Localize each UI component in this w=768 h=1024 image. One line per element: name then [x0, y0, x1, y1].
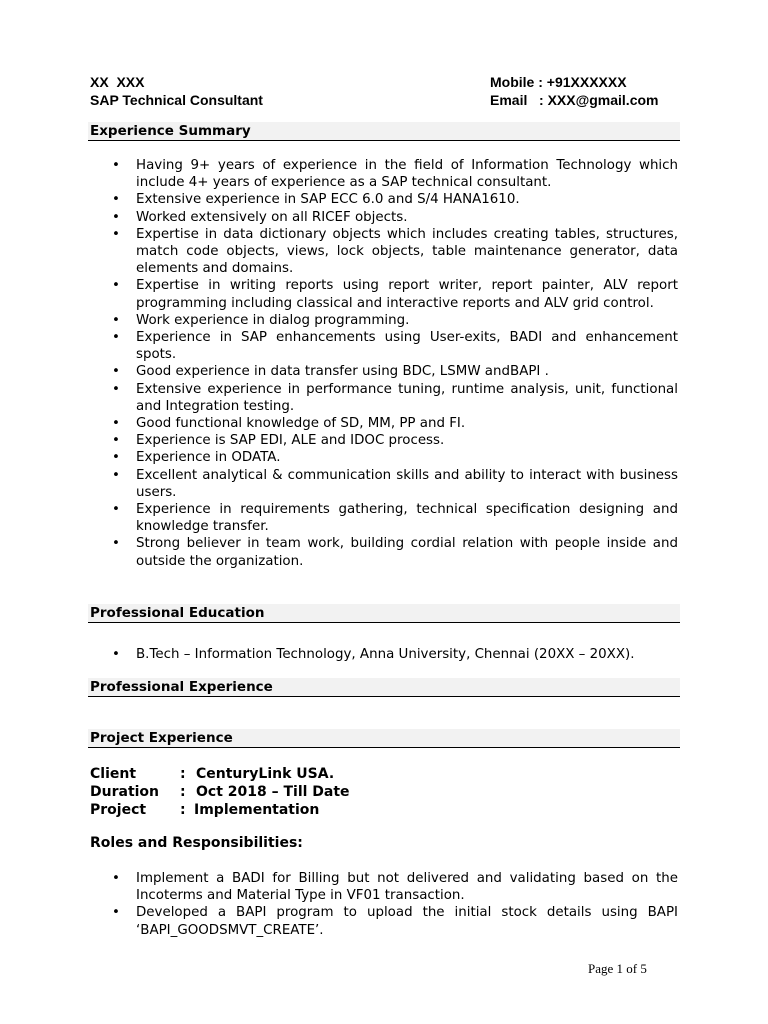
list-item: • Excellent analytical & communication skills and ability to interact with business users. — [108, 467, 678, 501]
list-item: • Expertise in writing reports using report writer, report painter, ALV report programming including classical and interactive reports and ALV grid control. — [108, 277, 678, 311]
list-item: • Experience is SAP EDI, ALE and IDOC process. — [108, 432, 678, 449]
list-item: • B.Tech – Information Technology, Anna University, Chennai (20XX – 20XX). — [108, 646, 678, 663]
duration-colon: : — [180, 784, 186, 800]
list-item: • Strong believer in team work, building cordial relation with people inside and outside the organization. — [108, 535, 678, 569]
section-title: Project Experience — [90, 730, 233, 746]
candidate-title: SAP Technical Consultant — [90, 92, 263, 108]
client-label: Client — [90, 766, 137, 782]
section-experience-summary — [88, 122, 680, 141]
list-item: • Work experience in dialog programming. — [108, 312, 678, 329]
list-item: • Experience in requirements gathering, technical specification designing and knowledge transfer. — [108, 501, 678, 535]
list-item: • Worked extensively on all RICEF objects. — [108, 209, 678, 226]
duration-value: Oct 2018 – Till Date — [196, 784, 350, 800]
list-item: • Extensive experience in SAP ECC 6.0 and S/4 HANA1610. — [108, 191, 678, 208]
project-label: Project — [90, 802, 147, 818]
project-colon: : — [180, 802, 186, 818]
client-colon: : — [180, 766, 186, 782]
list-item: • Developed a BAPI program to upload the initial stock details using BAPI ‘BAPI_GOODSMVT_CREATE’. — [108, 904, 678, 938]
list-item: • Expertise in data dictionary objects which includes creating tables, structures, match code objects, views, lock objects, table maintenance generator, data elements and domains. — [108, 226, 678, 278]
section-title: Experience Summary — [90, 123, 251, 139]
list-item: • Good functional knowledge of SD, MM, PP and FI. — [108, 415, 678, 432]
experience-summary-list — [108, 157, 678, 570]
mobile-number: Mobile : +91XXXXXX — [490, 74, 627, 90]
roles-heading: Roles and Responsibilities: — [90, 835, 303, 851]
list-item: • Having 9+ years of experience in the field of Information Technology which include 4+ years of experience as a SAP technical consultant. — [108, 157, 678, 191]
duration-row — [90, 783, 490, 801]
page-number: Page 1 of 5 — [588, 961, 647, 976]
candidate-header — [90, 73, 263, 109]
email-address: Email : XXX@gmail.com — [490, 92, 659, 108]
list-item: • Extensive experience in performance tuning, runtime analysis, unit, functional and Integration testing. — [108, 381, 678, 415]
section-project-experience — [88, 729, 680, 748]
section-professional-experience — [88, 678, 680, 697]
list-item: • Implement a BADI for Billing but not delivered and validating based on the Incoterms and Material Type in VF01 transaction. — [108, 870, 678, 904]
roles-list — [108, 870, 678, 939]
list-item: • Experience in SAP enhancements using User-exits, BADI and enhancement spots. — [108, 329, 678, 363]
list-item: • Good experience in data transfer using BDC, LSMW andBAPI . — [108, 363, 678, 380]
project-row — [90, 801, 490, 819]
education-list — [108, 646, 678, 663]
section-professional-education — [88, 604, 680, 623]
project-value: Implementation — [194, 802, 320, 818]
section-title: Professional Education — [90, 605, 265, 621]
project-details — [90, 765, 490, 819]
client-value: CenturyLink USA. — [196, 766, 335, 782]
list-item: • Experience in ODATA. — [108, 449, 678, 466]
candidate-name: XX XXX — [90, 74, 145, 90]
duration-label: Duration — [90, 784, 160, 800]
contact-block — [490, 73, 658, 109]
section-title: Professional Experience — [90, 679, 273, 695]
client-row — [90, 765, 490, 783]
